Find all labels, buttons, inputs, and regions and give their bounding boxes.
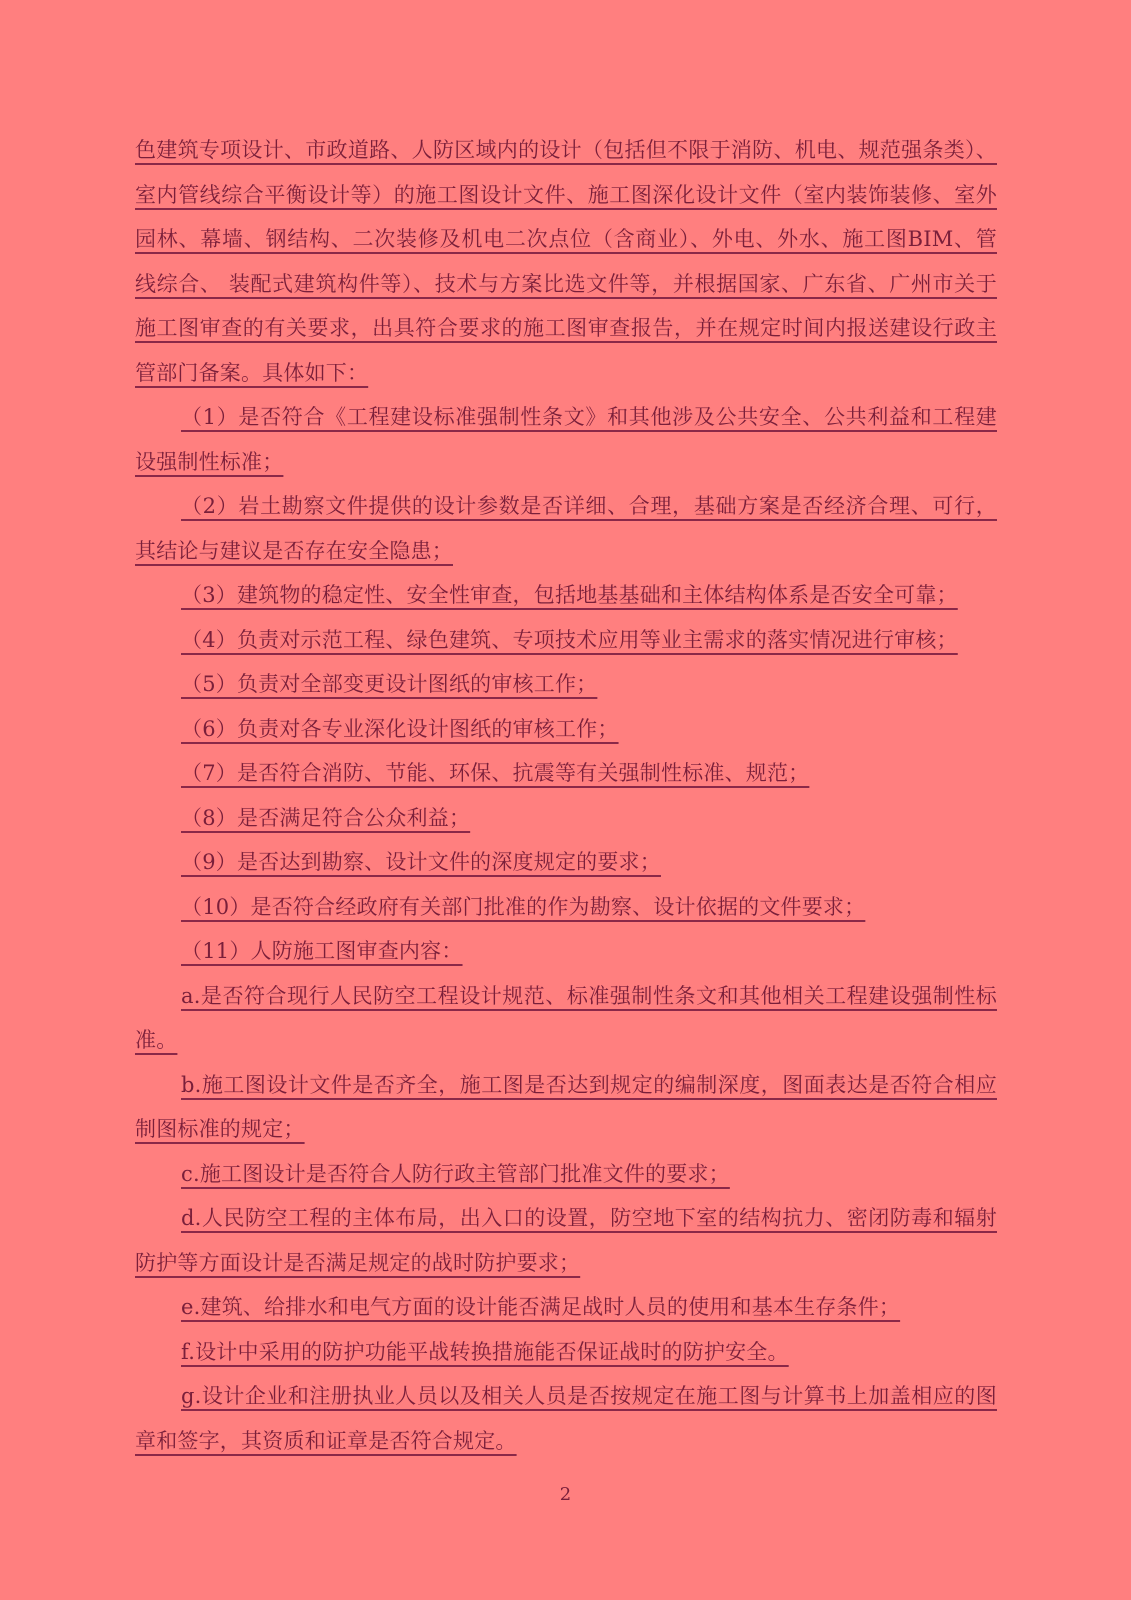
page-number: 2	[559, 1484, 572, 1505]
paragraph-sub-e: e.建筑、给排水和电气方面的设计能否满足战时人员的使用和基本生存条件；	[181, 1295, 901, 1319]
paragraph-item-6: （6）负责对各专业深化设计图纸的审核工作；	[181, 716, 619, 741]
paragraph-sub-a: a.是否符合现行人民防空工程设计规范、标准强制性条文和其他相关工程建设强制性标准。	[135, 983, 997, 1052]
paragraph-sub-f: f.设计中采用的防护功能平战转换措施能否保证战时的防护安全。	[181, 1339, 789, 1364]
paragraph-item-4: （4）负责对示范工程、绿色建筑、专项技术应用等业主需求的落实情况进行审核；	[181, 627, 958, 652]
paragraph-item-10: （10）是否符合经政府有关部门批准的作为勘察、设计依据的文件要求；	[181, 894, 866, 919]
paragraph-sub-b: b.施工图设计文件是否齐全，施工图是否达到规定的编制深度，图面表达是否符合相应制图标准的规定；	[135, 1072, 997, 1141]
paragraph-intro: 色建筑专项设计、市政道路、人防区域内的设计（包括但不限于消防、机电、规范强条类）、室内管线综合平衡设计等）的施工图设计文件、施工图深化设计文件（室内装饰装修、室外园林、幕墙、钢结构、二次装修及机电二次点位（含商业）、外电、外水、施工图BIM、管线综合、 装配式建筑构件等）、技术与方案比选文件等，并根据国家、广东省、广州市关于施工图审查的有关要求，出具符合要求的施工图审查报告，并在规定时间内报送建设行政主管部门备案。具体如下：	[135, 138, 997, 385]
document-body	[135, 128, 997, 1463]
paragraph-sub-d: d.人民防空工程的主体布局，出入口的设置，防空地下室的结构抗力、密闭防毒和辐射防护等方面设计是否满足规定的战时防护要求；	[135, 1206, 997, 1275]
paragraph-item-9: （9）是否达到勘察、设计文件的深度规定的要求；	[181, 850, 661, 874]
paragraph-item-2: （2）岩土勘察文件提供的设计参数是否详细、合理，基础方案是否经济合理、可行，其结论与建议是否存在安全隐患；	[135, 494, 997, 563]
paragraph-item-11: （11）人防施工图审查内容：	[181, 939, 463, 963]
paragraph-item-1: （1）是否符合《工程建设标准强制性条文》和其他涉及公共安全、公共利益和工程建设强制性标准；	[135, 405, 997, 474]
paragraph-item-5: （5）负责对全部变更设计图纸的审核工作；	[181, 672, 598, 696]
paragraph-sub-g: g.设计企业和注册执业人员以及相关人员是否按规定在施工图与计算书上加盖相应的图章和签字，其资质和证章是否符合规定。	[135, 1384, 997, 1453]
paragraph-item-8: （8）是否满足符合公众利益；	[181, 805, 471, 830]
paragraph-item-7: （7）是否符合消防、节能、环保、抗震等有关强制性标准、规范；	[181, 761, 810, 785]
paragraph-item-3: （3）建筑物的稳定性、安全性审查，包括地基基础和主体结构体系是否安全可靠；	[181, 583, 958, 607]
paragraph-sub-c: c.施工图设计是否符合人防行政主管部门批准文件的要求；	[181, 1161, 730, 1186]
